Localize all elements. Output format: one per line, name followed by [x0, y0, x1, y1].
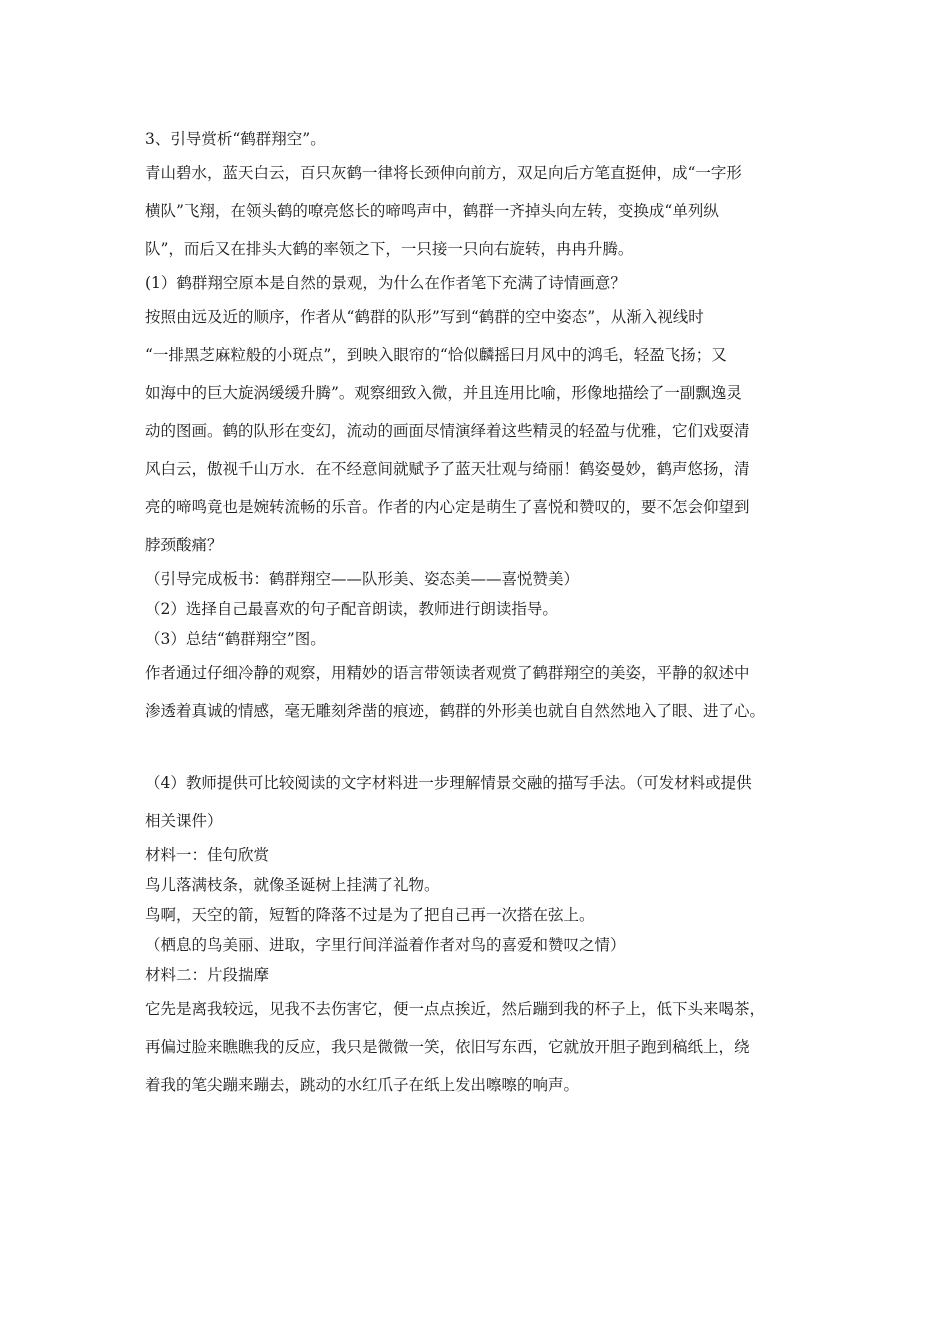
question-4-line-1: （4）教师提供可比较阅读的文字材料进一步理解情景交融的描写手法。（可发材料或提供: [145, 774, 752, 792]
scene-line-3: 队”，而后又在排头大鹤的率领之下，一只接一只向右旋转，冉冉升腾。: [145, 240, 634, 258]
material-1-line-1: 鸟儿落满枝条，就像圣诞树上挂满了礼物。: [145, 876, 440, 894]
paragraph-gap: [145, 730, 817, 764]
answer-line-1: 按照由远及近的顺序，作者从“鹤群的队形”写到“鹤群的空中姿态”，从渐入视线时: [145, 308, 704, 326]
answer-line-5: 风白云，傲视千山万水．在不经意间就赋予了蓝天壮观与绮丽！鹤姿曼妙，鹤声悠扬，清: [145, 460, 750, 478]
answer-line-6: 亮的啼鸣竟也是婉转流畅的乐音。作者的内心定是萌生了喜悦和赞叹的，要不怎会仰望到: [145, 498, 750, 516]
material-2-line-2: 再偏过脸来瞧瞧我的反应，我只是微微一笑，依旧写东西，它就放开胆子跑到稿纸上，绕: [145, 1038, 750, 1056]
section-heading: 3、引导赏析“鹤群翔空”。: [145, 130, 326, 148]
document-body: [145, 124, 817, 1104]
material-2-line-3: 着我的笔尖蹦来蹦去，跳动的水红爪子在纸上发出嚓嚓的响声。: [145, 1076, 580, 1094]
question-4-line-2: 相关课件）: [145, 812, 223, 830]
question-3: （3）总结“鹤群翔空”图。: [145, 630, 326, 648]
scene-line-2: 横队”飞翔，在领头鹤的嘹亮悠长的啼鸣声中，鹤群一齐掉头向左转，变换成“单列纵: [145, 202, 719, 220]
question-1: (1）鹤群翔空原本是自然的景观，为什么在作者笔下充满了诗情画意？: [145, 274, 626, 292]
material-1-title: 材料一：佳句欣赏: [145, 846, 270, 864]
material-1-line-3: （栖息的鸟美丽、进取，字里行间洋溢着作者对鸟的喜爱和赞叹之情）: [145, 936, 626, 954]
material-1-line-2: 鸟啊，天空的箭，短暂的降落不过是为了把自己再一次搭在弦上。: [145, 906, 595, 924]
material-2-line-1: 它先是离我较远，见我不去伤害它，便一点点挨近，然后蹦到我的杯子上，低下头来喝茶，: [145, 1000, 766, 1018]
answer-line-2: “一排黑芝麻粒般的小斑点”，到映入眼帘的“恰似麟摇曰月风中的鸿毛，轻盈飞扬；又: [145, 346, 727, 364]
summary-line-2: 渗透着真诚的情感，毫无雕刻斧凿的痕迹，鹤群的外形美也就自自然然地入了眼、进了心。: [145, 702, 766, 720]
summary-line-1: 作者通过仔细冷静的观察，用精妙的语言带领读者观赏了鹤群翔空的美姿，平静的叙述中: [145, 664, 750, 682]
answer-line-4: 动的图画。鹤的队形在变幻，流动的画面尽情演绎着这些精灵的轻盈与优雅，它们戏耍清: [145, 422, 750, 440]
scene-line-1: 青山碧水，蓝天白云，百只灰鹤一律将长颈伸向前方，双足向后方笔直挺伸，成“一字形: [145, 164, 742, 182]
material-2-title: 材料二：片段揣摩: [145, 966, 270, 984]
question-2: （2）选择自己最喜欢的句子配音朗读，教师进行朗读指导。: [145, 600, 558, 618]
answer-line-7: 脖颈酸痛？: [145, 536, 223, 554]
answer-line-3: 如海中的巨大旋涡缓缓升腾”。观察细致入微，并且连用比喻，形像地描绘了一副飘逸灵: [145, 384, 742, 402]
board-note: （引导完成板书：鹤群翔空——队形美、姿态美——喜悦赞美）: [145, 570, 580, 588]
